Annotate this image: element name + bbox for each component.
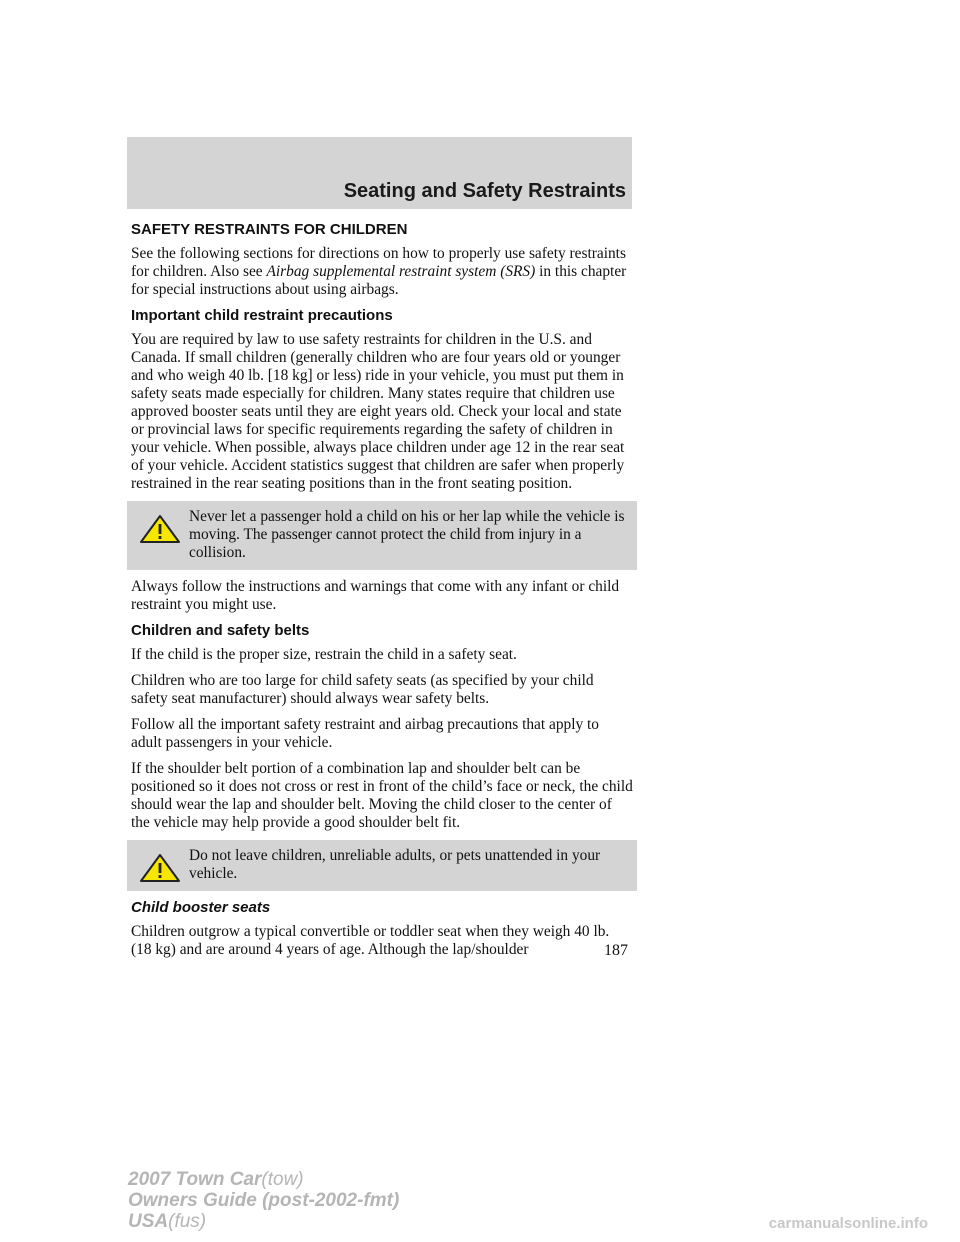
paragraph-shoulder-belt: If the shoulder belt portion of a combination lap and shoulder belt can be positioned so it does not cross or rest in front of the child’s face or neck, the child should wear the lap and shoulder belt. Moving the child closer to the center of the vehicle may help provide a good shoulder belt fit.: [131, 760, 633, 831]
footer-line-market: USA(fus): [128, 1211, 207, 1232]
footer-line-model: 2007 Town Car(tow): [128, 1169, 304, 1190]
section-header-band: [127, 137, 632, 209]
page-number: 187: [604, 942, 628, 959]
heading-precautions: Important child restraint precautions: [131, 307, 393, 324]
warning-triangle-icon: [139, 853, 181, 883]
paragraph-follow-instructions: Always follow the instructions and warnings that come with any infant or child restraint you might use.: [131, 578, 620, 613]
paragraph-too-large: Children who are too large for child safety seats (as specified by your child safety seat manufacturer) should always wear safety belts.: [131, 672, 594, 707]
paragraph-booster: Children outgrow a typical convertible or toddler seat when they weigh 40 lb. (18 kg) and are around 4 years of age. Although the lap/shoulder: [131, 923, 610, 958]
paragraph-intro: See the following sections for directions on how to properly use safety restraints for children. Also see Airbag supplemental restraint system (SRS) in this chapter for special instructions about using airbags.: [131, 245, 627, 298]
warning-box-lap: [127, 501, 637, 570]
warning-text: Do not leave children, unreliable adults, or pets unattended in your vehicle.: [189, 847, 601, 882]
airbag-reference: Airbag supplemental restraint system (SRS): [266, 263, 536, 280]
warning-triangle-icon: [139, 514, 181, 544]
page-content: [131, 221, 633, 967]
heading-children-belts: Children and safety belts: [131, 622, 310, 639]
site-watermark: carmanualsonline.info: [768, 1215, 928, 1232]
warning-text: Never let a passenger hold a child on his or her lap while the vehicle is moving. The passenger cannot protect the child from injury in a collision.: [189, 508, 625, 561]
heading-safety-restraints-children: SAFETY RESTRAINTS FOR CHILDREN: [131, 221, 408, 238]
document-footer: [128, 1169, 399, 1232]
section-title: Seating and Safety Restraints: [343, 180, 626, 202]
paragraph-proper-size: If the child is the proper size, restrain the child in a safety seat.: [131, 646, 517, 663]
paragraph-law: You are required by law to use safety restraints for children in the U.S. and Canada. If small children (generally children who are four years old or younger and who weigh 40 lb. [18 kg] or less) ride in your vehicle, you must put them in safety seats made especially for children. Many states require that children use approved booster seats until they are eight years old. Check your local and state or provincial laws for specific requirements regarding the safety of children in your vehicle. When possible, always place children under age 12 in the rear seat of your vehicle. Accident statistics suggest that children are safer when properly restrained in the rear seating positions than in the front seating position.: [131, 331, 625, 492]
warning-box-unattended: [127, 840, 637, 891]
paragraph-follow-precautions: Follow all the important safety restraint and airbag precautions that apply to adult passengers in your vehicle.: [131, 716, 600, 751]
heading-booster-seats: Child booster seats: [131, 899, 271, 916]
footer-line-guide: Owners Guide (post-2002-fmt): [128, 1190, 400, 1211]
